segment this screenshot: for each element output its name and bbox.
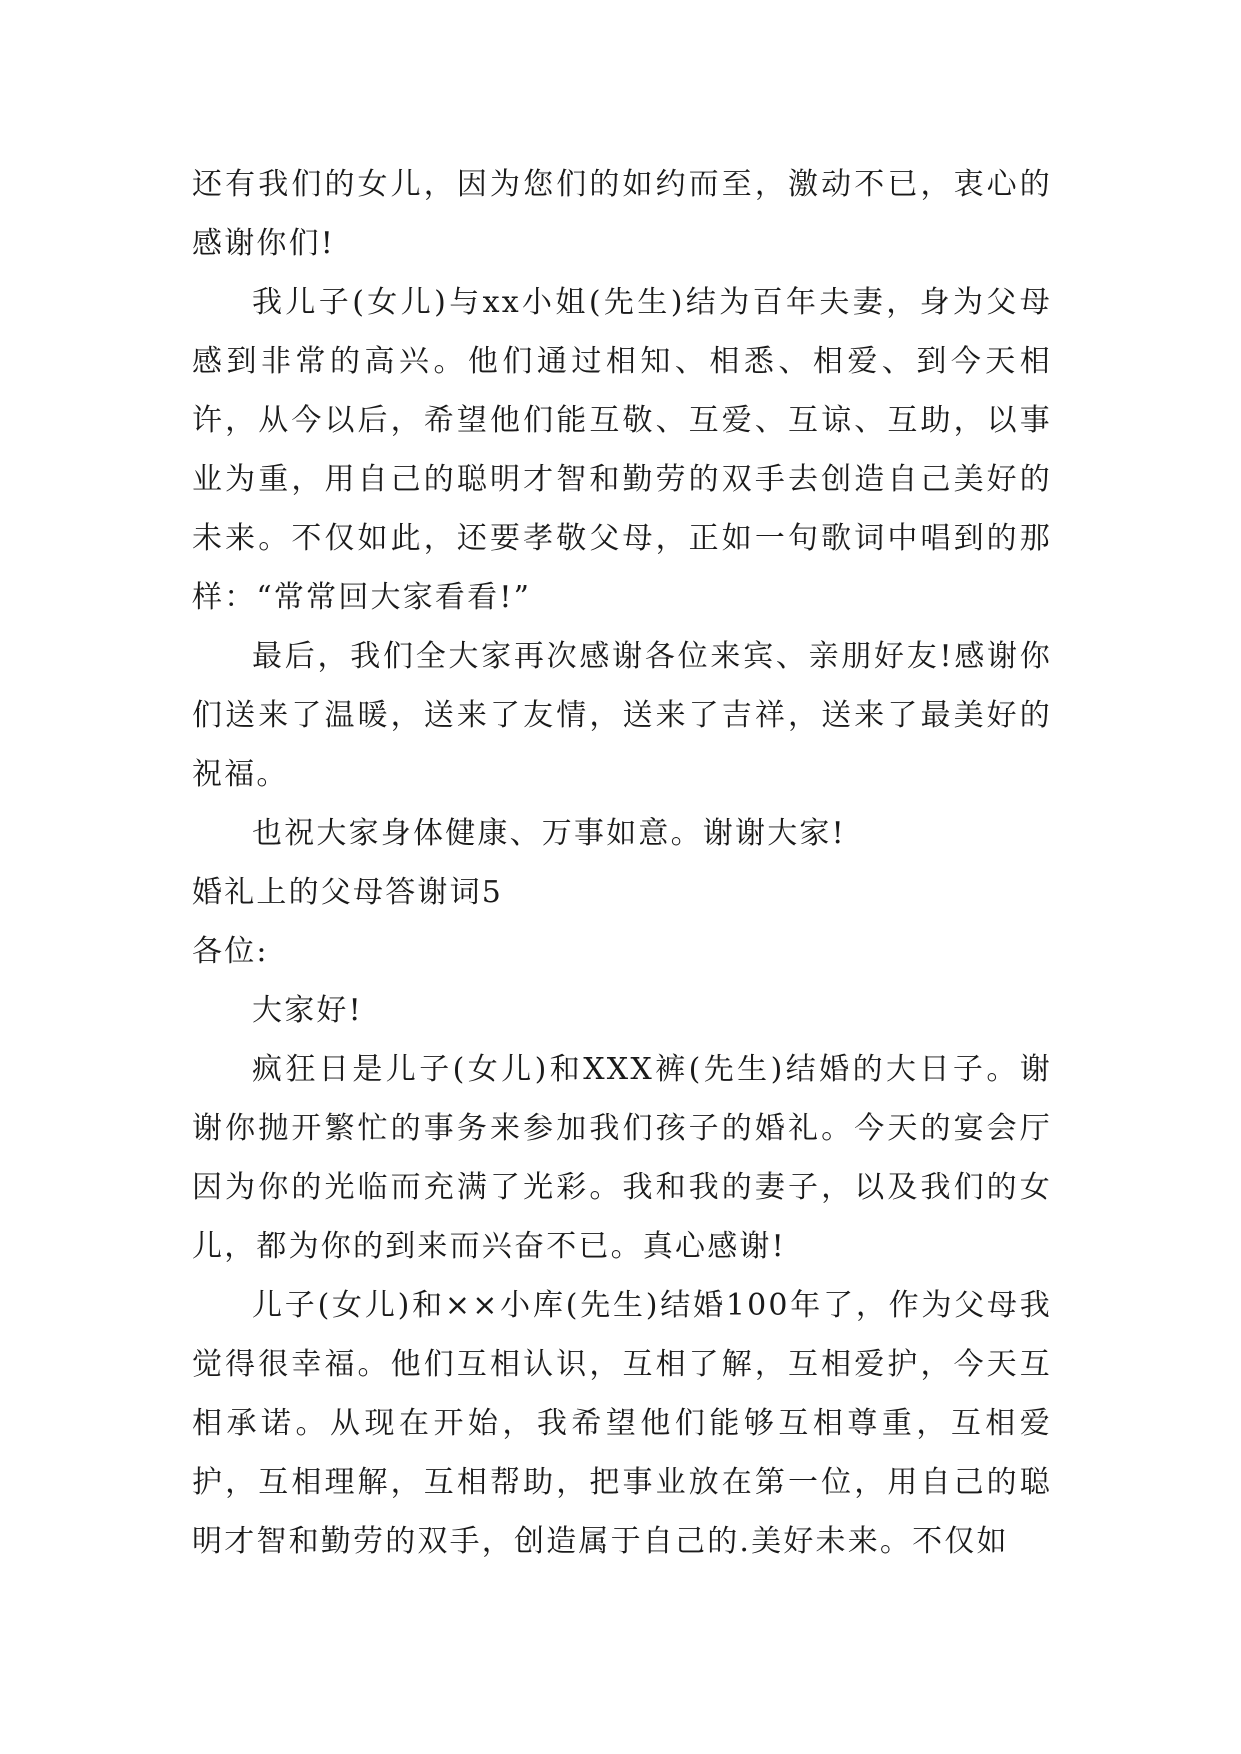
paragraph-parents-happiness: 儿子(女儿)和××小库(先生)结婚100年了，作为父母我觉得很幸福。他们互相认识，互相了解，互相爱护，今天互相承诺。从现在开始，我希望他们能够互相尊重，互相爱护，互相理解，互相帮助，把事业放在第一位，用自己的聪明才智和勤劳的双手，创造属于自己的.美好未来。不仅如: [192, 1288, 1052, 1559]
document-body: [192, 155, 1052, 1571]
salutation: 各位:: [192, 934, 269, 969]
paragraph-blessing: 也祝大家身体健康、万事如意。谢谢大家!: [252, 816, 846, 851]
paragraph-closing-thanks-continued: 还有我们的女儿，因为您们的如约而至，激动不已，衷心的感谢你们!: [192, 167, 1052, 261]
section-title: 婚礼上的父母答谢词5: [192, 875, 504, 910]
paragraph-greeting: 大家好!: [252, 993, 363, 1028]
paragraph-final-thanks: 最后，我们全大家再次感谢各位来宾、亲朋好友!感谢你们送来了温暖，送来了友情，送来了吉祥，送来了最美好的祝福。: [192, 639, 1052, 792]
paragraph-marriage-wishes: 我儿子(女儿)与xx小姐(先生)结为百年夫妻，身为父母感到非常的高兴。他们通过相知、相悉、相爱、到今天相许，从今以后，希望他们能互敬、互爱、互谅、互助，以事业为重，用自己的聪明才智和勤劳的双手去创造自己美好的未来。不仅如此，还要孝敬父母，正如一句歌词中唱到的那样：“常常回大家看看!”: [192, 285, 1052, 615]
paragraph-wedding-day: 疯狂日是儿子(女儿)和XXX裤(先生)结婚的大日子。谢谢你抛开繁忙的事务来参加我们孩子的婚礼。今天的宴会厅因为你的光临而充满了光彩。我和我的妻子，以及我们的女儿，都为你的到来而兴奋不已。真心感谢!: [192, 1052, 1052, 1264]
